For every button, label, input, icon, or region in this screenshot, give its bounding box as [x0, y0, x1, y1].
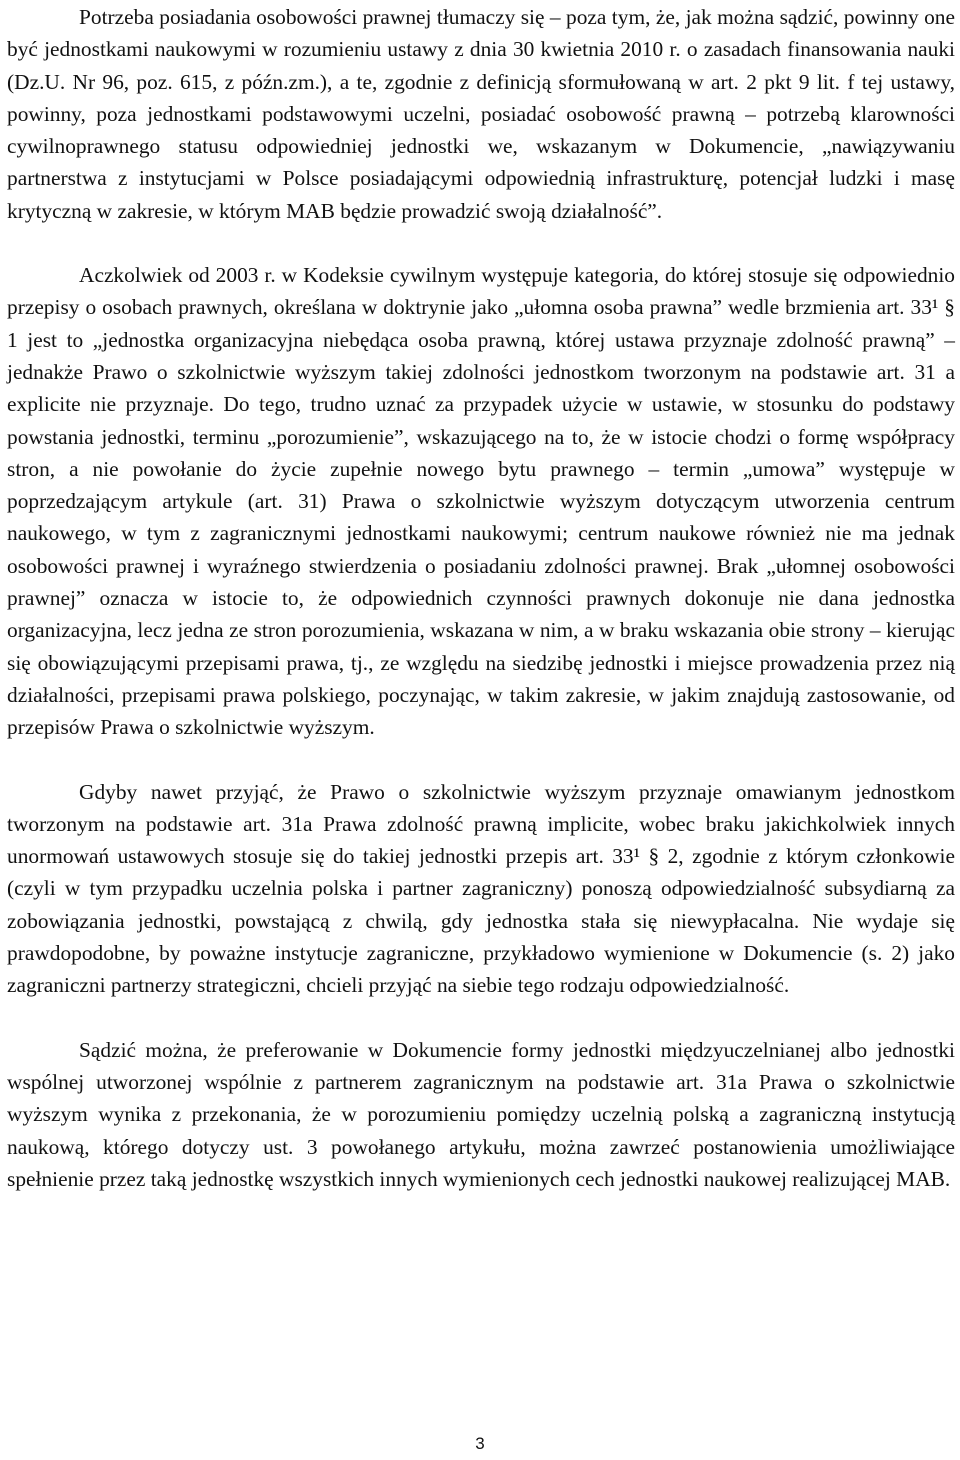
paragraph-interuniversity-unit: Sądzić można, że preferowanie w Dokumencie formy jednostki międzyuczelnianej albo jednostki wspólnej utworzonej wspólnie z partnerem zagranicznym na podstawie art. 31a Prawa o szkolnictwie wyższym wynika z przekonania, że w porozumieniu pomiędzy uczelnią polską a zagraniczną instytucją naukową, którego dotyczy ust. 3 powołanego artykułu, można zawrzeć postanowienia umożliwiające spełnienie przez taką jednostkę wszystkich innych wymienionych cech jednostki naukowej realizującej MAB. — [7, 1037, 955, 1191]
paragraph-civil-code-category: Aczkolwiek od 2003 r. w Kodeksie cywilnym występuje kategoria, do której stosuje się odpowiednio przepisy o osobach prawnych, określana w doktrynie jako „ułomna osoba prawna” wedle brzmienia art. 33¹ § 1 jest to „jednostka organizacyjna niebędąca osoba prawną, której ustawa przyznaje zdolność prawną” – jednakże Prawo o szkolnictwie wyższym takiej zdolności jednostkom tworzonym na podstawie art. 31 a explicite nie przyznaje. Do tego, trudno uznać za przypadek użycie w ustawie, w stosunku do podstawy powstania jednostki, terminu „porozumienie”, wskazującego na to, że w istocie chodzi o formę współpracy stron, a nie powołanie do życie zupełnie nowego bytu prawnego – termin „umowa” występuje w poprzedzającym artykule (art. 31) Prawa o szkolnictwie wyższym dotyczącym utworzenia centrum naukowego, w tym z zagranicznymi jednostkami naukowymi; centrum naukowe również nie ma jednak osobowości prawnej i wyraźnego stwierdzenia o posiadaniu zdolności prawnej. Brak „ułomnej osobowości prawnej” oznacza w istocie to, że odpowiednich czynności prawnych dokonuje nie dana jednostka organizacyjna, lecz jedna ze stron porozumienia, wskazana w nim, a w braku wskazania obie strony – kierując się obowiązującymi przepisami prawa, tj., ze względu na siedzibę jednostki i miejsce prowadzenia przez nią działalności, przepisami prawa polskiego, poczynając, w takim zakresie, w jakim znajdują zastosowanie, od przepisów Prawa o szkolnictwie wyższym. — [7, 263, 955, 740]
paragraph-subsidiary-liability: Gdyby nawet przyjąć, że Prawo o szkolnictwie wyższym przyznaje omawianym jednostkom tworzonym na podstawie art. 31a Prawa zdolność prawną implicite, wobec braku jakichkolwiek innych unormowań ustawowych stosuje się do takiej jednostki przepis art. 33¹ § 2, zgodnie z którym członkowie (czyli w tym przypadku uczelnia polska i partner zagraniczny) ponoszą odpowiedzialność subsydiarną za zobowiązania jednostki, powstającą z chwilą, gdy jednostka stała się niewypłacalna. Nie wydaje się prawdopodobne, by poważne instytucje zagraniczne, przykładowo wymienione w Dokumencie (s. 2) jako zagraniczni partnerzy strategiczni, chcieli przyjąć na siebie tego rodzaju odpowiedzialność. — [7, 779, 955, 998]
page-number: 3 — [475, 1434, 485, 1453]
document-page — [7, 0, 955, 1195]
paragraph-legal-personality-need: Potrzeba posiadania osobowości prawnej tłumaczy się – poza tym, że, jak można sądzić, powinny one być jednostkami naukowymi w rozumieniu ustawy z dnia 30 kwietnia 2010 r. o zasadach finansowania nauki (Dz.U. Nr 96, poz. 615, z późn.zm.), a te, zgodnie z definicją sformułowaną w art. 2 pkt 9 lit. f tej ustawy, powinny, poza jednostkami podstawowymi uczelni, posiadać osobowość prawną – potrzebą klarowności cywilnoprawnego statusu odpowiedniej jednostki we, wskazanym w Dokumencie, „nawiązywaniu partnerstwa z instytucjami w Polsce posiadającymi odpowiednią infrastrukturę, potencjał ludzki i masę krytyczną w zakresie, w którym MAB będzie prowadzić swoją działalność”. — [7, 5, 955, 223]
